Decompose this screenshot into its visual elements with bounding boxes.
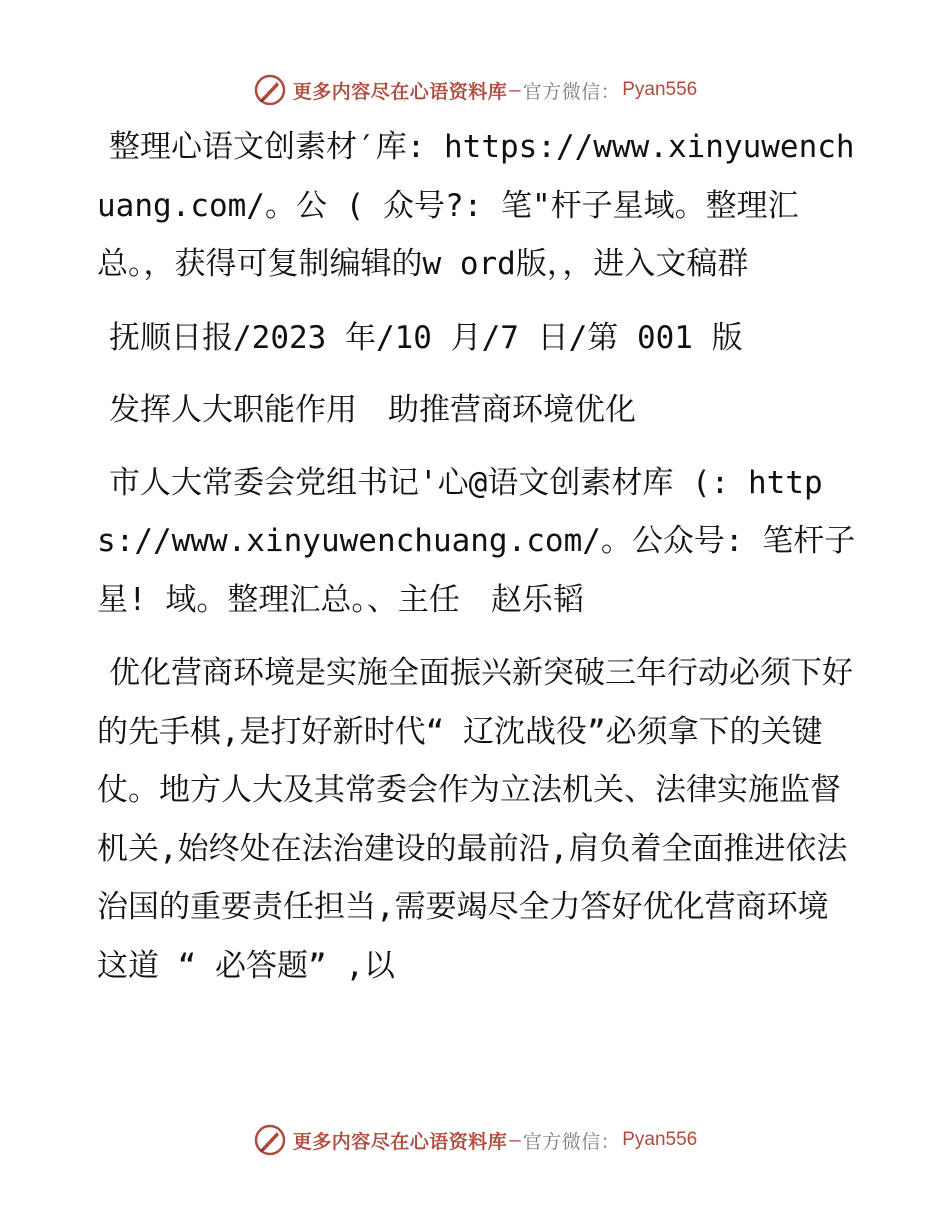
banner-wechat-id: Pyan556: [622, 1129, 698, 1150]
author-line: 市人大常委会党组书记'心@语文创素材库 (: https://www.xinyuwenchuang.com/。公众号: 笔杆子星! 域。整理汇总。、主任 赵乐韬: [97, 464, 856, 618]
banner-dash: —: [509, 1129, 521, 1151]
source-note-paragraph: 整理心语文创素材′库: https://www.xinyuwenchuang.com/。公 ( 众号?: 笔"杆子星域。整理汇总。，获得可复制编辑的w ord版，，进入文稿群: [97, 129, 855, 282]
banner-site-text: 更多内容尽在心语资料库: [292, 80, 508, 103]
publication-line: 抚顺日报/2023 年/10 月/7 日/第 001 版: [109, 319, 743, 356]
body-paragraph: 优化营商环境是实施全面振兴新突破三年行动必须下好的先手棋,是打好新时代“ 辽沈战役”必须拿下的关键仗。地方人大及其常委会作为立法机关、法律实施监督机关,始终处在法治建设的最前沿,肩负着全面推进依法治国的重要责任担当,需要竭尽全力答好优化营商环境这道 “ 必答题” ,以: [97, 655, 853, 984]
document-body: [97, 118, 857, 1010]
banner-wechat-label: 官方微信：: [522, 80, 621, 103]
banner-wechat-id: Pyan556: [622, 79, 698, 100]
banner-site-text: 更多内容尽在心语资料库: [292, 1130, 508, 1153]
quill-logo-icon: [253, 1123, 287, 1157]
banner-wechat-label: 官方微信：: [522, 1130, 621, 1153]
header-banner: [0, 70, 950, 110]
banner-dash: —: [509, 79, 521, 101]
footer-banner: [0, 1120, 950, 1160]
article-title: 发挥人大职能作用 助推营商环境优化: [109, 392, 636, 428]
quill-logo-icon: [253, 73, 287, 107]
